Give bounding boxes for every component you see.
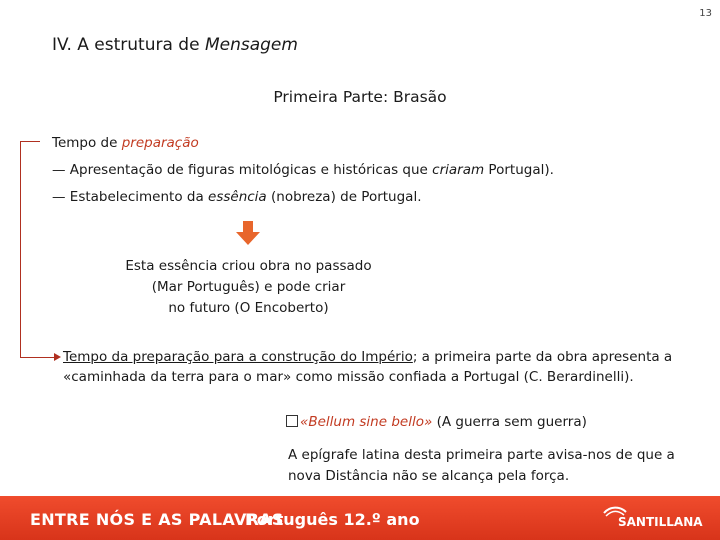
bullet-box-icon [286, 415, 298, 427]
epigraph-note: A epígrafe latina desta primeira parte avisa-nos de que a nova Distância não se alcança pela força. [288, 447, 675, 484]
page-number: 13 [699, 8, 712, 19]
line-tempo: Tempo de preparação [52, 135, 199, 151]
line-estabelecimento: — Estabelecimento da essência (nobreza) de Portugal. [52, 189, 422, 205]
footer-subject: Português 12.º ano [245, 510, 420, 529]
preparation-paragraph: Tempo da preparação para a construção do Império; a primeira parte da obra apresenta a «caminhada da terra para o mar» como missão confiada a Portugal (C. Berardinelli). [63, 349, 673, 385]
bellum-line: «Bellum sine bello» (A guerra sem guerra) [286, 414, 587, 430]
down-arrow-icon [236, 221, 260, 245]
subtitle: Primeira Parte: Brasão [273, 88, 447, 106]
bracket-top [20, 141, 40, 142]
bracket-arrowhead [54, 353, 61, 361]
bracket-bottom [20, 357, 54, 358]
essence-note: Esta essência criou obra no passado (Mar Português) e pode criar no futuro (O Encoberto) [125, 258, 372, 316]
footer-collection-title: ENTRE NÓS E AS PALAVRAS [30, 510, 284, 529]
line-apresentacao: — Apresentação de figuras mitológicas e históricas que criaram Portugal). [52, 162, 554, 178]
footer-logo-text: SANTILLANA [618, 515, 703, 529]
section-heading: IV. A estrutura de Mensagem [52, 35, 298, 55]
bracket-line [20, 141, 21, 357]
